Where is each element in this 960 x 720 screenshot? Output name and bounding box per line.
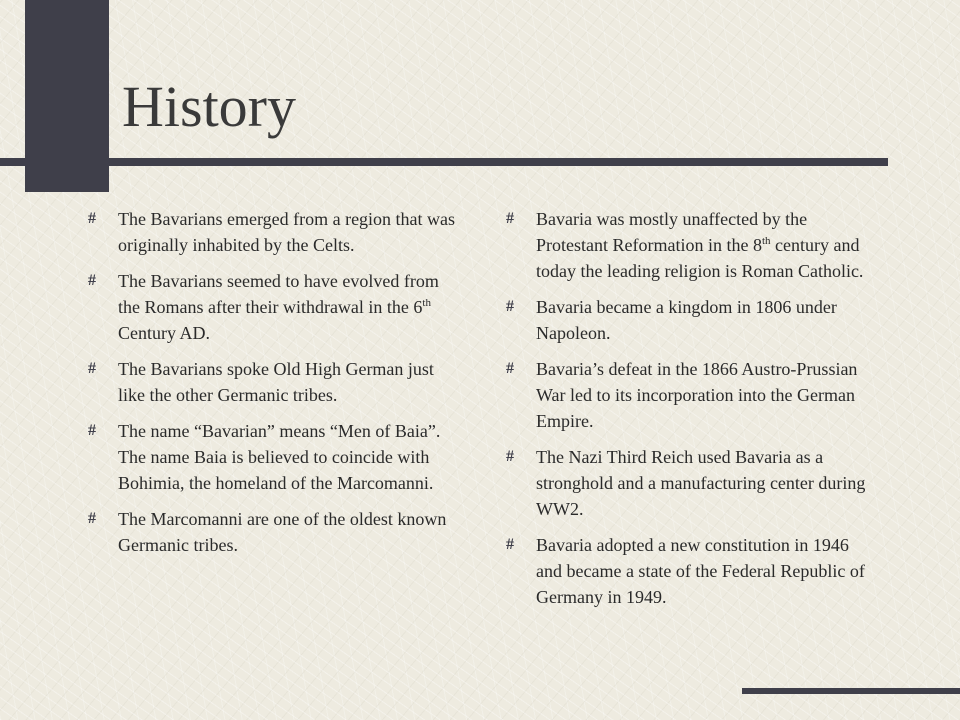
bullet-item [506,206,874,284]
bullet-text [536,206,874,284]
bullet-item [506,356,874,434]
bullet-text-part: The Marcomanni are one of the oldest known Germanic tribes. [118,509,447,555]
bullet-text-part: Bavaria was mostly unaffected by the Protestant Reformation in the 8 [536,209,808,255]
bullet-item [506,532,874,610]
hash-bullet-icon: # [88,210,96,227]
bullet-text-part: The Bavarians seemed to have evolved from the Romans after their withdrawal in the 6 [118,271,439,317]
bullet-text-part: Bavaria’s defeat in the 1866 Austro-Prussian War led to its incorporation into the German Empire. [536,359,858,431]
bullet-text [536,356,874,434]
bullet-text-part: The Bavarians emerged from a region that was originally inhabited by the Celts. [118,209,456,255]
corner-accent-rule [742,688,960,694]
bullet-text [536,532,874,610]
left-bullet-column [88,206,456,568]
title-underline-rule [0,158,888,166]
bullet-text-part: The Nazi Third Reich used Bavaria as a stronghold and a manufacturing center during WW2. [536,447,866,519]
hash-bullet-icon: # [506,298,514,315]
bullet-text [536,444,874,522]
bullet-text-part: The name “Bavarian” means “Men of Baia”. The name Baia is believed to coincide with Bohimia, the homeland of the Marcomanni. [118,421,441,493]
bullet-text-part: Bavaria became a kingdom in 1806 under Napoleon. [536,297,837,343]
hash-bullet-icon: # [88,422,96,439]
bullet-text-part: The Bavarians spoke Old High German just like the other Germanic tribes. [118,359,434,405]
bullet-text [118,418,456,496]
bullet-text [118,356,456,408]
hash-bullet-icon: # [506,210,514,227]
bullet-text [118,506,456,558]
hash-bullet-icon: # [506,448,514,465]
hash-bullet-icon: # [506,536,514,553]
bullet-item [88,268,456,346]
bullet-text [118,268,456,346]
bullet-text [536,294,874,346]
bullet-text-part: Century AD. [118,323,210,343]
bullet-item [88,418,456,496]
bullet-text [118,206,456,258]
bullet-text-part: Bavaria adopted a new constitution in 1946 and became a state of the Federal Republic of Germany in 1949. [536,535,865,607]
ordinal-superscript: th [761,235,771,247]
hash-bullet-icon: # [88,272,96,289]
bullet-item [88,206,456,258]
bullet-item [88,356,456,408]
bullet-item [506,294,874,346]
bullet-item [88,506,456,558]
right-bullet-column [506,206,874,620]
bullet-text-part: century and today the leading religion is Roman Catholic. [536,235,864,281]
bullet-item [506,444,874,522]
hash-bullet-icon: # [506,360,514,377]
ordinal-superscript: th [422,297,431,309]
hash-bullet-icon: # [88,510,96,527]
slide-title: History [122,74,296,139]
hash-bullet-icon: # [88,360,96,377]
